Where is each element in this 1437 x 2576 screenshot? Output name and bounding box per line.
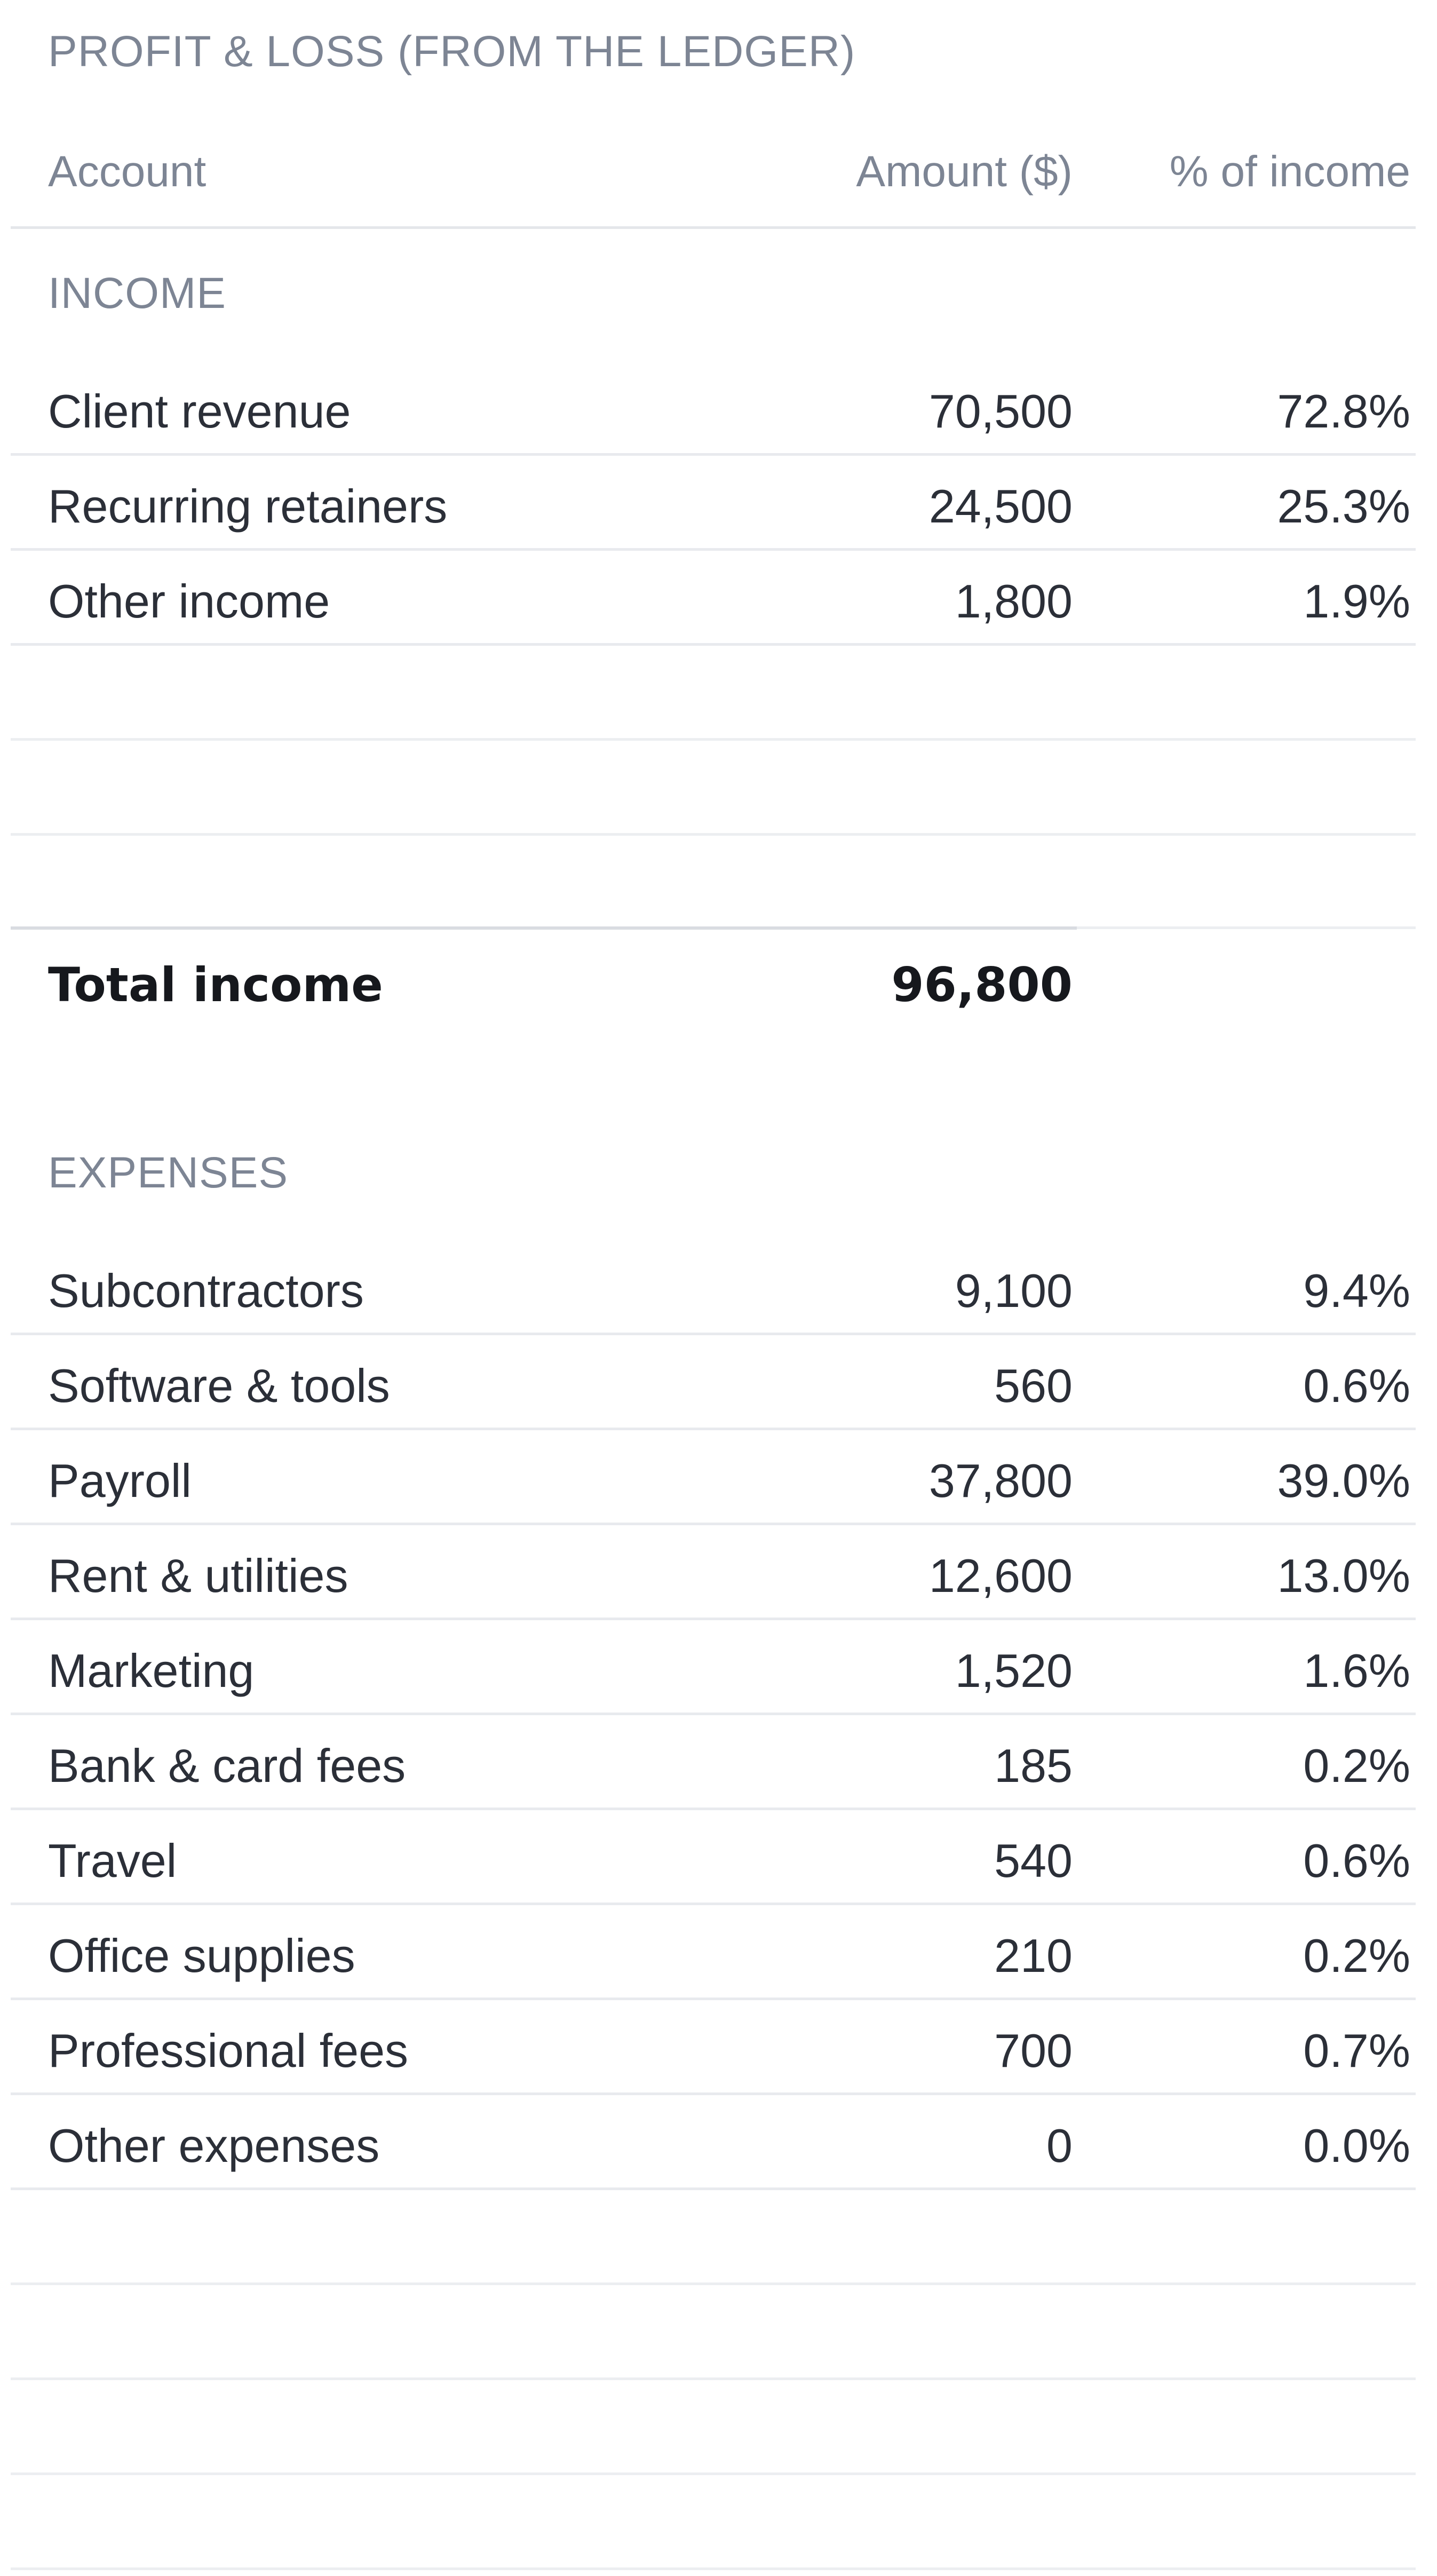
table-row[interactable] bbox=[11, 1620, 1416, 1715]
column-header-account: Account bbox=[48, 147, 207, 196]
empty-row[interactable] bbox=[11, 2285, 1416, 2380]
expenses-group-label: EXPENSES bbox=[48, 1148, 289, 1197]
table-row[interactable] bbox=[11, 1430, 1416, 1525]
account-percent: 72.8% bbox=[1277, 385, 1410, 438]
account-amount: 9,100 bbox=[955, 1264, 1073, 1317]
account-name: Recurring retainers bbox=[48, 480, 448, 533]
account-percent: 9.4% bbox=[1303, 1264, 1410, 1317]
expense-rows bbox=[11, 1240, 1416, 2570]
account-amount: 37,800 bbox=[928, 1454, 1073, 1507]
table-header bbox=[11, 131, 1416, 229]
account-name: Office supplies bbox=[48, 1929, 355, 1982]
account-percent: 13.0% bbox=[1277, 1549, 1410, 1602]
account-amount: 0 bbox=[1046, 2119, 1073, 2172]
column-header-amount: Amount ($) bbox=[856, 147, 1073, 196]
account-amount: 12,600 bbox=[928, 1549, 1073, 1602]
table-row[interactable] bbox=[11, 1810, 1416, 1905]
table-row[interactable] bbox=[11, 1905, 1416, 2000]
table-row[interactable] bbox=[11, 2095, 1416, 2190]
empty-row[interactable] bbox=[11, 2380, 1416, 2475]
account-percent: 1.6% bbox=[1303, 1644, 1410, 1697]
income-group-label: INCOME bbox=[48, 269, 226, 318]
account-percent: 39.0% bbox=[1277, 1454, 1410, 1507]
table-row[interactable] bbox=[11, 1335, 1416, 1430]
account-name: Client revenue bbox=[48, 385, 351, 438]
account-percent: 0.2% bbox=[1303, 1929, 1410, 1982]
account-name: Payroll bbox=[48, 1454, 192, 1507]
empty-row[interactable] bbox=[11, 2190, 1416, 2285]
account-percent: 1.9% bbox=[1303, 575, 1410, 628]
account-amount: 1,520 bbox=[955, 1644, 1073, 1697]
table-row[interactable] bbox=[11, 1240, 1416, 1335]
account-name: Subcontractors bbox=[48, 1264, 364, 1317]
account-amount: 70,500 bbox=[928, 385, 1073, 438]
table-row[interactable] bbox=[11, 2000, 1416, 2095]
empty-row[interactable] bbox=[11, 646, 1416, 741]
table-row[interactable] bbox=[11, 361, 1416, 456]
empty-row[interactable] bbox=[11, 741, 1416, 836]
account-amount: 700 bbox=[994, 2024, 1073, 2077]
account-percent: 25.3% bbox=[1277, 480, 1410, 533]
account-percent: 0.6% bbox=[1303, 1359, 1410, 1412]
account-name: Professional fees bbox=[48, 2024, 409, 2077]
total-divider bbox=[11, 926, 1077, 930]
account-name: Software & tools bbox=[48, 1359, 390, 1412]
account-percent: 0.6% bbox=[1303, 1834, 1410, 1887]
table-row[interactable] bbox=[11, 1715, 1416, 1810]
income-rows bbox=[11, 361, 1416, 836]
account-name: Travel bbox=[48, 1834, 177, 1887]
account-percent: 0.7% bbox=[1303, 2024, 1410, 2077]
total-income-amount: 96,800 bbox=[891, 957, 1073, 1012]
account-amount: 540 bbox=[994, 1834, 1073, 1887]
account-name: Other income bbox=[48, 575, 330, 628]
total-divider-right bbox=[1077, 926, 1416, 929]
account-name: Rent & utilities bbox=[48, 1549, 348, 1602]
report-title: PROFIT & LOSS (FROM THE LEDGER) bbox=[48, 27, 856, 76]
account-name: Bank & card fees bbox=[48, 1739, 406, 1792]
account-amount: 560 bbox=[994, 1359, 1073, 1412]
table-row[interactable] bbox=[11, 1525, 1416, 1620]
table-row[interactable] bbox=[11, 456, 1416, 551]
total-income-row bbox=[11, 926, 1416, 1033]
account-amount: 1,800 bbox=[955, 575, 1073, 628]
account-amount: 185 bbox=[994, 1739, 1073, 1792]
column-header-percent: % of income bbox=[1169, 147, 1410, 196]
account-percent: 0.2% bbox=[1303, 1739, 1410, 1792]
account-name: Marketing bbox=[48, 1644, 255, 1697]
account-amount: 210 bbox=[994, 1929, 1073, 1982]
account-name: Other expenses bbox=[48, 2119, 380, 2172]
account-amount: 24,500 bbox=[928, 480, 1073, 533]
table-row[interactable] bbox=[11, 551, 1416, 646]
total-income-label: Total income bbox=[48, 957, 383, 1012]
account-percent: 0.0% bbox=[1303, 2119, 1410, 2172]
empty-row[interactable] bbox=[11, 2475, 1416, 2570]
